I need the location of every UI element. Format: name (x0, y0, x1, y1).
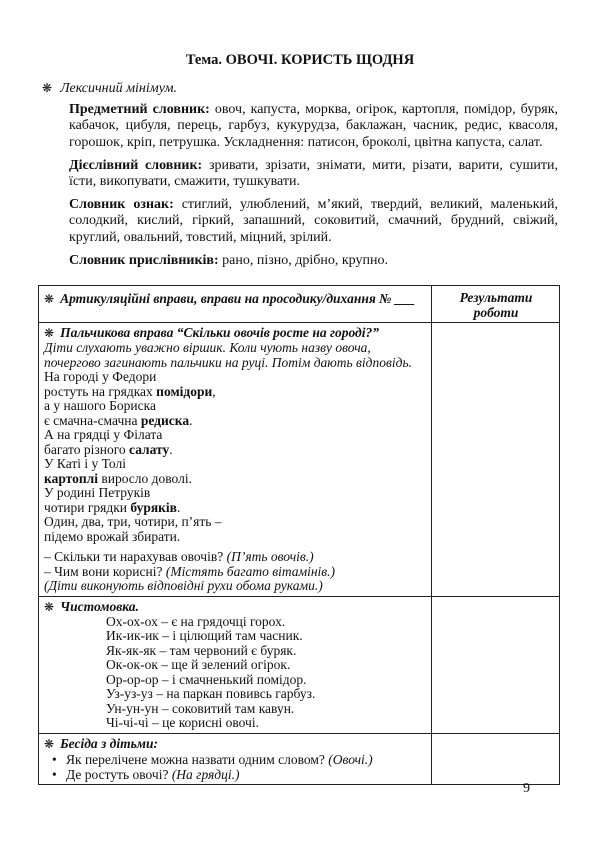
poem-line (44, 443, 427, 458)
poem-line (44, 515, 427, 530)
lexicon-text: зривати, зрізати, знімати, мити, різати, варити, сушити, їсти, викопувати, смажити, тушкувати. (69, 157, 558, 190)
poem-text: . (169, 441, 173, 457)
vegetable-word: салату (129, 441, 170, 457)
answer-text: (Овочі.) (328, 751, 373, 767)
vegetable-word: буряків (130, 499, 177, 515)
header-exercises: Артикуляційні вправи, вправи на просодику/дихання № ___ (60, 291, 416, 306)
results-cell[interactable] (432, 733, 560, 784)
asterisk-flower-icon: ❋ (44, 736, 55, 751)
lexicon-item-verbs (69, 158, 558, 190)
lexicon-heading: Лексичний мінімум. (60, 81, 178, 96)
chystomovka-line: Чі-чі-чі – це корисні овочі. (106, 715, 259, 730)
vegetable-word: картоплі (44, 470, 98, 486)
poem-line (44, 472, 427, 487)
poem-text: На городі у Федори (44, 369, 157, 384)
poem-text: є смачна-смачна (44, 412, 141, 428)
lexicon-item-nouns (69, 102, 558, 151)
asterisk-flower-icon: ❋ (44, 292, 55, 306)
poem-text: У родині Петруків (44, 485, 151, 500)
lexicon-label: Словник ознак: (69, 197, 174, 213)
chystomovka-line: Ох-ох-ох – є на грядочці горох. (106, 613, 286, 629)
table-row-talk (39, 733, 560, 784)
header-cell-exercises (39, 286, 432, 323)
talk-list (44, 752, 427, 782)
table-row-finger-exercise (39, 323, 560, 597)
question-line (44, 565, 427, 580)
vegetable-word: редиска (140, 412, 190, 428)
lexicon-item-adjectives (69, 197, 558, 246)
chystomovka-line: Як-як-як – там червоний є буряк. (106, 642, 297, 658)
vegetable-word: помідори (156, 383, 213, 399)
lexicon-label: Дієслівний словник: (69, 157, 203, 173)
header-cell-results (432, 286, 560, 323)
chystomovka-title: Чистомовка. (60, 598, 139, 614)
page-number: 9 (523, 781, 530, 796)
poem-text: а у нашого Бориска (44, 398, 156, 413)
question-text: Де ростуть овочі? (66, 766, 172, 782)
poem-text: . (189, 412, 193, 428)
question-text: Як перелічене можна назвати одним словом? (66, 751, 329, 767)
asterisk-flower-icon: ❋ (44, 326, 55, 340)
lexical-minimum (42, 80, 558, 276)
lexicon-text: рано, пізно, дрібно, крупно. (218, 252, 388, 268)
list-item (66, 752, 427, 767)
poem-text: . (176, 499, 181, 515)
poem-text: підемо врожай збирати. (44, 528, 181, 544)
table-row-chystomovka (39, 596, 560, 733)
chystomovka-line: Ик-ик-ик – і цілющий там часник. (106, 628, 303, 643)
question-text: – Чим вони корисні? (44, 563, 166, 579)
question-line (44, 579, 427, 594)
lexicon-label: Словник прислівників: (69, 252, 219, 268)
chystomovka-line: Уз-уз-уз – на паркан повивсь гарбуз. (106, 686, 316, 701)
table-header-row (39, 286, 560, 323)
finger-exercise-title: Пальчикова вправа “Скільки овочів росте на городі?” (60, 325, 379, 340)
header-results: Результати роботи (459, 290, 533, 320)
poem-line (44, 385, 427, 400)
poem-line (44, 428, 427, 443)
poem-text: ростуть на грядках (44, 383, 157, 399)
exercise-table (38, 285, 560, 785)
poem-line (44, 370, 427, 385)
poem-text: У Каті і у Толі (44, 456, 126, 471)
answer-text: (П’ять овочів.) (226, 549, 314, 564)
chystomovka-line: Ок-ок-ок – ще й зелений огірок. (106, 657, 291, 672)
poem-text: виросло доволі. (97, 470, 192, 486)
poem-line (44, 486, 427, 501)
poem-line (44, 457, 427, 472)
lexicon-text: стиглий, улюблений, м’який, твердий, великий, маленький, солодкий, кислий, гіркий, запашний, соковитий, смачний, брудний, свіжий, круглий, овальний, товстий, міцний, зрілий. (69, 197, 559, 245)
poem-text: багато різного (44, 441, 130, 457)
poem-text: чотири грядки (44, 499, 131, 515)
poem-line (44, 501, 427, 516)
poem-line (44, 414, 427, 429)
results-cell[interactable] (432, 323, 560, 597)
chystomovka-lines (44, 615, 427, 731)
results-cell[interactable] (432, 596, 560, 733)
questions (44, 550, 427, 594)
finger-instruction: Діти слухають уважно віршик. Коли чують назву овоча, почергово загинають пальчики на руці. Потім дають відповідь. (44, 340, 412, 370)
chystomovka-line: Ор-ор-ор – і смачненький помідор. (106, 671, 307, 687)
poem-line (44, 530, 427, 545)
answer-text: (Діти виконують відповідні рухи обома руками.) (44, 578, 323, 593)
poem-line (44, 399, 427, 414)
poem-text: А на грядці у Філата (44, 427, 163, 442)
poem-text: , (212, 383, 216, 399)
answer-text: (Містять багато вітамінів.) (165, 563, 336, 579)
list-item (66, 767, 427, 782)
answer-text: (На грядці.) (171, 766, 240, 782)
asterisk-flower-icon: ❋ (44, 599, 55, 614)
question-text: – Скільки ти нарахував овочів? (44, 549, 227, 564)
lexicon-heading-row (42, 80, 558, 97)
poem (44, 370, 427, 544)
asterisk-flower-icon: ❋ (42, 81, 53, 95)
poem-text: Один, два, три, чотири, п’ять – (44, 514, 222, 529)
lexicon-text: овоч, капуста, морква, огірок, картопля, помідор, буряк, кабачок, цибуля, перець, гарбуз, кукурудза, баклажан, часник, редис, квасоля, горошок, кріп, петрушка. Ускладнення: патисон, броколі, цвітна капуста, салат. (69, 102, 558, 150)
chystomovka-line: Ун-ун-ун – соковитий там кавун. (106, 700, 295, 716)
talk-title: Бесіда з дітьми: (60, 735, 159, 751)
lexicon-label: Предметний словник: (69, 102, 210, 118)
page-title: Тема. ОВОЧІ. КОРИСТЬ ЩОДНЯ (185, 52, 415, 68)
lexicon-item-adverbs (69, 253, 558, 269)
question-line (44, 550, 427, 565)
